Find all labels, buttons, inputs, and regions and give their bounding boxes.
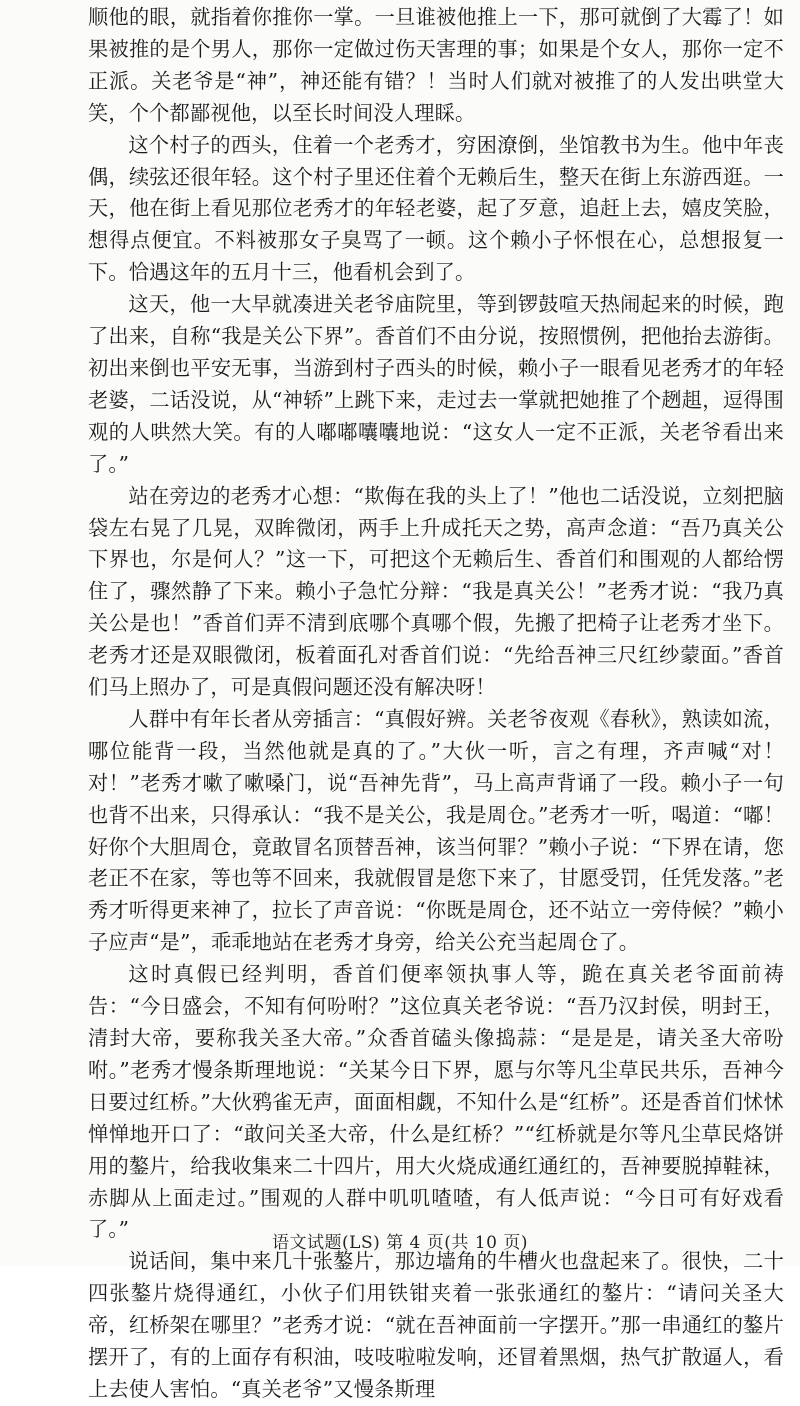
paragraph-1: 顺他的眼，就指着你推你一掌。一旦谁被他推上一下，那可就倒了大霉了！如果被推的是个男人，那你一定做过伤天害理的事；如果是个女人，那你一定不正派。关老爷是“神”，神还能有错？！当时人们就对被推了的人发出哄堂大笑，个个都鄙视他，以至长时间没人理睬。 [88,5,784,125]
paragraph-4: 站在旁边的老秀才心想：“欺侮在我的头上了！”他也二话没说，立刻把脑袋左右晃了几晃，双眸微闭，两手上升成托天之势，高声念道：“吾乃真关公下界也，尔是何人？”这一下，可把这个无赖后生、香首们和围观的人都给愣住了，骤然静了下来。赖小子急忙分辩：“我是真关公！”老秀才说：“我乃真关公是也！”香首们弄不清到底哪个真哪个假，先搬了把椅子让老秀才坐下。老秀才还是双眼微闭，板着面孔对香首们说：“先给吾神三尺红纱蒙面。”香首们马上照办了，可是真假问题还没有解决呀！ [88,483,784,700]
paragraph-6: 这时真假已经判明，香首们便率领执事人等，跪在真关老爷面前祷告：“今日盛会，不知有何吩咐？”这位真关老爷说：“吾乃汉封侯，明封王，清封大帝，要称我关圣大帝。”众香首磕头像捣蒜：“是是是，请关圣大帝吩咐。”老秀才慢条斯理地说：“关某今日下界，愿与尔等凡尘草民共乐，吾神今日要过红桥。”大伙鸦雀无声，面面相觑，不知什么是“红桥”。还是香首们怵怵惮惮地开口了：“敢问关圣大帝，什么是红桥？”“红桥就是尔等凡尘草民烙饼用的鏊片，给我收集来二十四片，用大火烧成通红通红的，吾神要脱掉鞋袜，赤脚从上面走过。”围观的人群中叽叽喳喳，有人低声说：“今日可有好戏看了。” [88,962,784,1242]
page-footer: 语文试题(LS) 第 4 页(共 10 页) [272,1233,528,1253]
paragraph-7: 说话间，集中来几十张鏊片，那边墙角的牛槽火也盘起来了。很快，二十四张鏊片烧得通红，小伙子们用铁钳夹着一张张通红的鏊片：“请问关圣大帝，红桥架在哪里？”老秀才说：“就在吾神面前一字摆开。”那一串通红的鏊片摆开了，有的上面存有积油，吱吱啦啦发响，还冒着黑烟，热气扩散逼人，看上去使人害怕。“真关老爷”又慢条斯理 [88,1249,784,1401]
story-text [88,2,784,1406]
paragraph-3: 这天，他一大早就凑进关老爷庙院里，等到锣鼓喧天热闹起来的时候，跑了出来，自称“我是关公下界”。香首们不由分说，按照惯例，把他抬去游街。初出来倒也平安无事，当游到村子西头的时候，赖小子一眼看见老秀才的年轻老婆，二话没说，从“神轿”上跳下来，走过去一掌就把她推了个趔趄，逗得围观的人哄然大笑。有的人嘟嘟囔囔地说：“这女人一定不正派，关老爷看出来了。” [88,292,784,476]
paragraph-5: 人群中有年长者从旁插言：“真假好辨。关老爷夜观《春秋》，熟读如流，哪位能背一段，当然他就是真的了。”大伙一听，言之有理，齐声喊“对！对！”老秀才嗽了嗽嗓门，说“吾神先背”，马上高声背诵了一段。赖小子一句也背不出来，只得承认：“我不是关公，我是周仓。”老秀才一听，喝道：“嘟！好你个大胆周仓，竟敢冒名顶替吾神，该当何罪？”赖小子说：“下界在请，您老正不在家，等也等不回来，我就假冒是您下来了，甘愿受罚，任凭发落。”老秀才听得更来神了，拉长了声音说：“你既是周仓，还不站立一旁侍候？”赖小子应声“是”，乖乖地站在老秀才身旁，给关公充当起周仓了。 [88,706,784,955]
paragraph-2: 这个村子的西头，住着一个老秀才，穷困潦倒，坐馆教书为生。他中年丧偶，续弦还很年轻。这个村子里还住着个无赖后生，整天在街上东游西逛。一天，他在街上看见那位老秀才的年轻老婆，起了歹意，追赶上去，嬉皮笑脸，想得点便宜。不料被那女子臭骂了一顿。这个赖小子怀恨在心，总想报复一下。恰遇这年的五月十三，他看机会到了。 [88,132,784,285]
